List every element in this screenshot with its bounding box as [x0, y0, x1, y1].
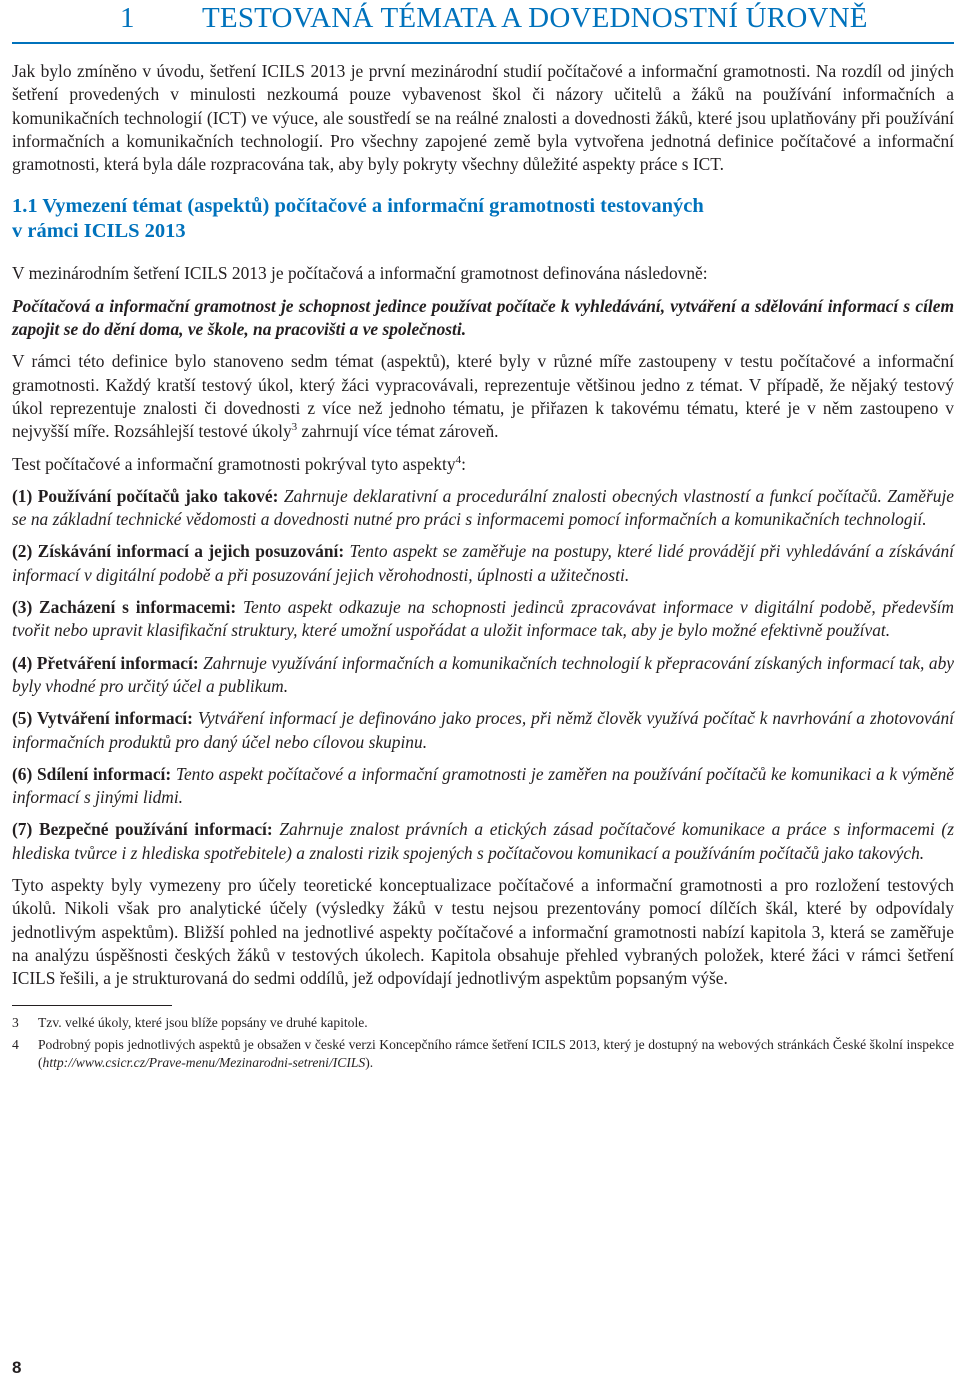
aspect-item [12, 707, 954, 754]
topics-text: V rámci této definice bylo stanoveno sedm témat (aspektů), které byly v různé míře zastoupeny v testu počítačové a informační gramotnosti. Každý kratší testový úkol, který žáci vypracovávali, reprezentuje většinou jedno z témat. V případě, že nějaký testový úkol reprezentuje znalosti či dovednosti z více než jednoho tématu, je přiřazen k takovému tématu, které je v něm zastoupeno v nejvyšší míře. Rozsáhlejší testové úkoly [12, 351, 954, 442]
footnote-text: Tzv. velké úkoly, které jsou blíže popsány ve druhé kapitole. [38, 1014, 368, 1030]
aspect-item [12, 485, 954, 532]
definition-lead: V mezinárodním šetření ICILS 2013 je počítačová a informační gramotnost definována následovně: [12, 263, 708, 284]
section-heading [12, 194, 954, 244]
footnote [12, 1036, 954, 1071]
chapter-title: TESTOVANÁ TÉMATA A DOVEDNOSTNÍ ÚROVNĚ [202, 2, 868, 34]
aspect-desc: Tento aspekt se zaměřuje na postupy, které lidé provádějí při vyhledávání a získávání informací v digitální podobě a při posuzování jejich věrohodnosti, úplnosti a užitečnosti. [12, 541, 954, 585]
aspect-lead: (4) Přetváření informací: [12, 652, 199, 673]
footnote-ref-3[interactable]: 3 [291, 421, 298, 434]
chapter-heading [12, 2, 954, 36]
document-page [12, 0, 954, 1389]
aspects-intro [12, 453, 954, 476]
section-title-line-2: v rámci ICILS 2013 [12, 220, 186, 243]
section-title-line-1: 1.1 Vymezení témat (aspektů) počítačové a informační gramotnosti testovaných [12, 195, 704, 218]
footnotes [12, 1014, 954, 1072]
footnote-text-end: ). [365, 1054, 374, 1070]
closing-paragraph: Tyto aspekty byly vymezeny pro účely teoretické konceptualizace počítačové a informační gramotnosti a pro rozložení testových úkolů. Nikoli však pro analytické účely (výsledky žáků v testu nejsou prezentovány pomocí dílčích škál, které by odpovídaly jednotlivým aspektům). Bližší pohled na jednotlivé aspekty počítačové a informační gramotnosti nabízí kapitola 3, která se zaměřuje na analýzu úspěšnosti českých žáků v testových úkolech. Kapitola obsahuje přehled vybraných položek, které žáci v rámci šetření ICILS řešili, a je strukturovaná do sedmi oddílů, jež odpovídají jednotlivým aspektům popsaným výše. [12, 875, 954, 989]
aspect-desc: Zahrnuje využívání informačních a komunikačních technologií k přepracování získaných informací tak, aby byly vhodné pro určitý účel a publikum. [12, 652, 954, 696]
aspect-lead: (3) Zacházení s informacemi: [12, 597, 237, 618]
footnote-link[interactable]: http://www.csicr.cz/Prave-menu/Mezinarodni-setreni/ICILS [42, 1054, 366, 1070]
chapter-number: 1 [120, 2, 135, 34]
aspect-item [12, 652, 954, 699]
definition-text: Počítačová a informační gramotnost je schopnost jedince používat počítače k vyhledávání, vytváření a sdělování informací s cílem zapojit se do dění doma, ve škole, na pracovišti a ve společnosti. [12, 295, 954, 340]
aspect-desc: Zahrnuje znalost právních a etických zásad počítačové komunikace a práce s informacemi (z hlediska tvůrce i z hlediska spotřebitele) a znalosti rizik spojených s počítačovou komunikací a používáním počítačů jako takových. [12, 819, 954, 863]
topics-text-end: zahrnují více témat zároveň. [297, 421, 499, 442]
footnote-text: Podrobný popis jednotlivých aspektů je obsažen v české verzi Koncepčního rámce šetření ICILS 2013, který je dostupný na webových stránkách České školní inspekce ( [38, 1037, 954, 1070]
topics-paragraph [12, 350, 954, 443]
aspect-desc: Vytváření informací je definováno jako proces, při němž člověk využívá počítač k navrhování a zhotovování informačních produktů pro daný účel nebo cílovou skupinu. [12, 708, 954, 752]
intro-paragraph: Jak bylo zmíněno v úvodu, šetření ICILS 2013 je první mezinárodní studií počítačové a informační gramotnosti. Na rozdíl od jiných šetření provedených v minulosti nezkoumá pouze vybavenost škol či názory učitelů a žáků na používání informačních a komunikačních technologií (ICT) ve výuce, ale soustředí se na reálné znalosti a dovednosti žáků, které jsou uplatňovány při používání informačních a komunikačních technologií. Pro všechny zapojené země byla vytvořena jednotná definice počítačové a informační gramotnosti, která byla dále rozpracována tak, aby byly pokryty všechny důležité aspekty práce s ICT. [12, 61, 954, 175]
aspect-item [12, 763, 954, 810]
aspect-desc: Zahrnuje deklarativní a procedurální znalosti obecných vlastností a funkcí počítačů. Zaměřuje se na základní technické vědomosti a dovednosti nutné pro práci s informacemi pomocí informačních a komunikačních technologií. [12, 485, 954, 530]
aspect-list [12, 485, 954, 865]
aspect-item [12, 540, 954, 587]
aspect-item [12, 596, 954, 643]
aspect-desc: Tento aspekt odkazuje na schopnosti jedinců zpracovávat informace v digitální podobě, především tvořit nebo upravit klasifikační struktury, které umožní uspořádat a uložit informace tak, aby je bylo možné efektivně používat. [12, 597, 954, 641]
aspects-intro-end: : [461, 453, 466, 474]
page-number: 8 [12, 1358, 22, 1377]
footnote-number: 4 [12, 1037, 19, 1052]
aspect-lead: (1) Používání počítačů jako takové: [12, 485, 279, 506]
footnote-divider [12, 1005, 172, 1006]
aspects-intro-text: Test počítačové a informační gramotnosti pokrýval tyto aspekty [12, 453, 456, 474]
aspect-item [12, 818, 954, 865]
footnote [12, 1014, 954, 1032]
aspect-lead: (6) Sdílení informací: [12, 763, 172, 784]
aspect-lead: (7) Bezpečné používání informací: [12, 819, 273, 840]
aspect-lead: (5) Vytváření informací: [12, 708, 193, 729]
footnote-number: 3 [12, 1014, 19, 1030]
footnote-ref-4[interactable]: 4 [455, 453, 462, 466]
footnote-text-container [38, 1036, 954, 1071]
aspect-desc: Tento aspekt počítačové a informační gramotnosti je zaměřen na používání počítačů ke komunikaci a k výměně informací s jinými lidmi. [12, 763, 954, 808]
aspect-lead: (2) Získávání informací a jejich posuzování: [12, 541, 345, 562]
chapter-rule [12, 42, 954, 44]
